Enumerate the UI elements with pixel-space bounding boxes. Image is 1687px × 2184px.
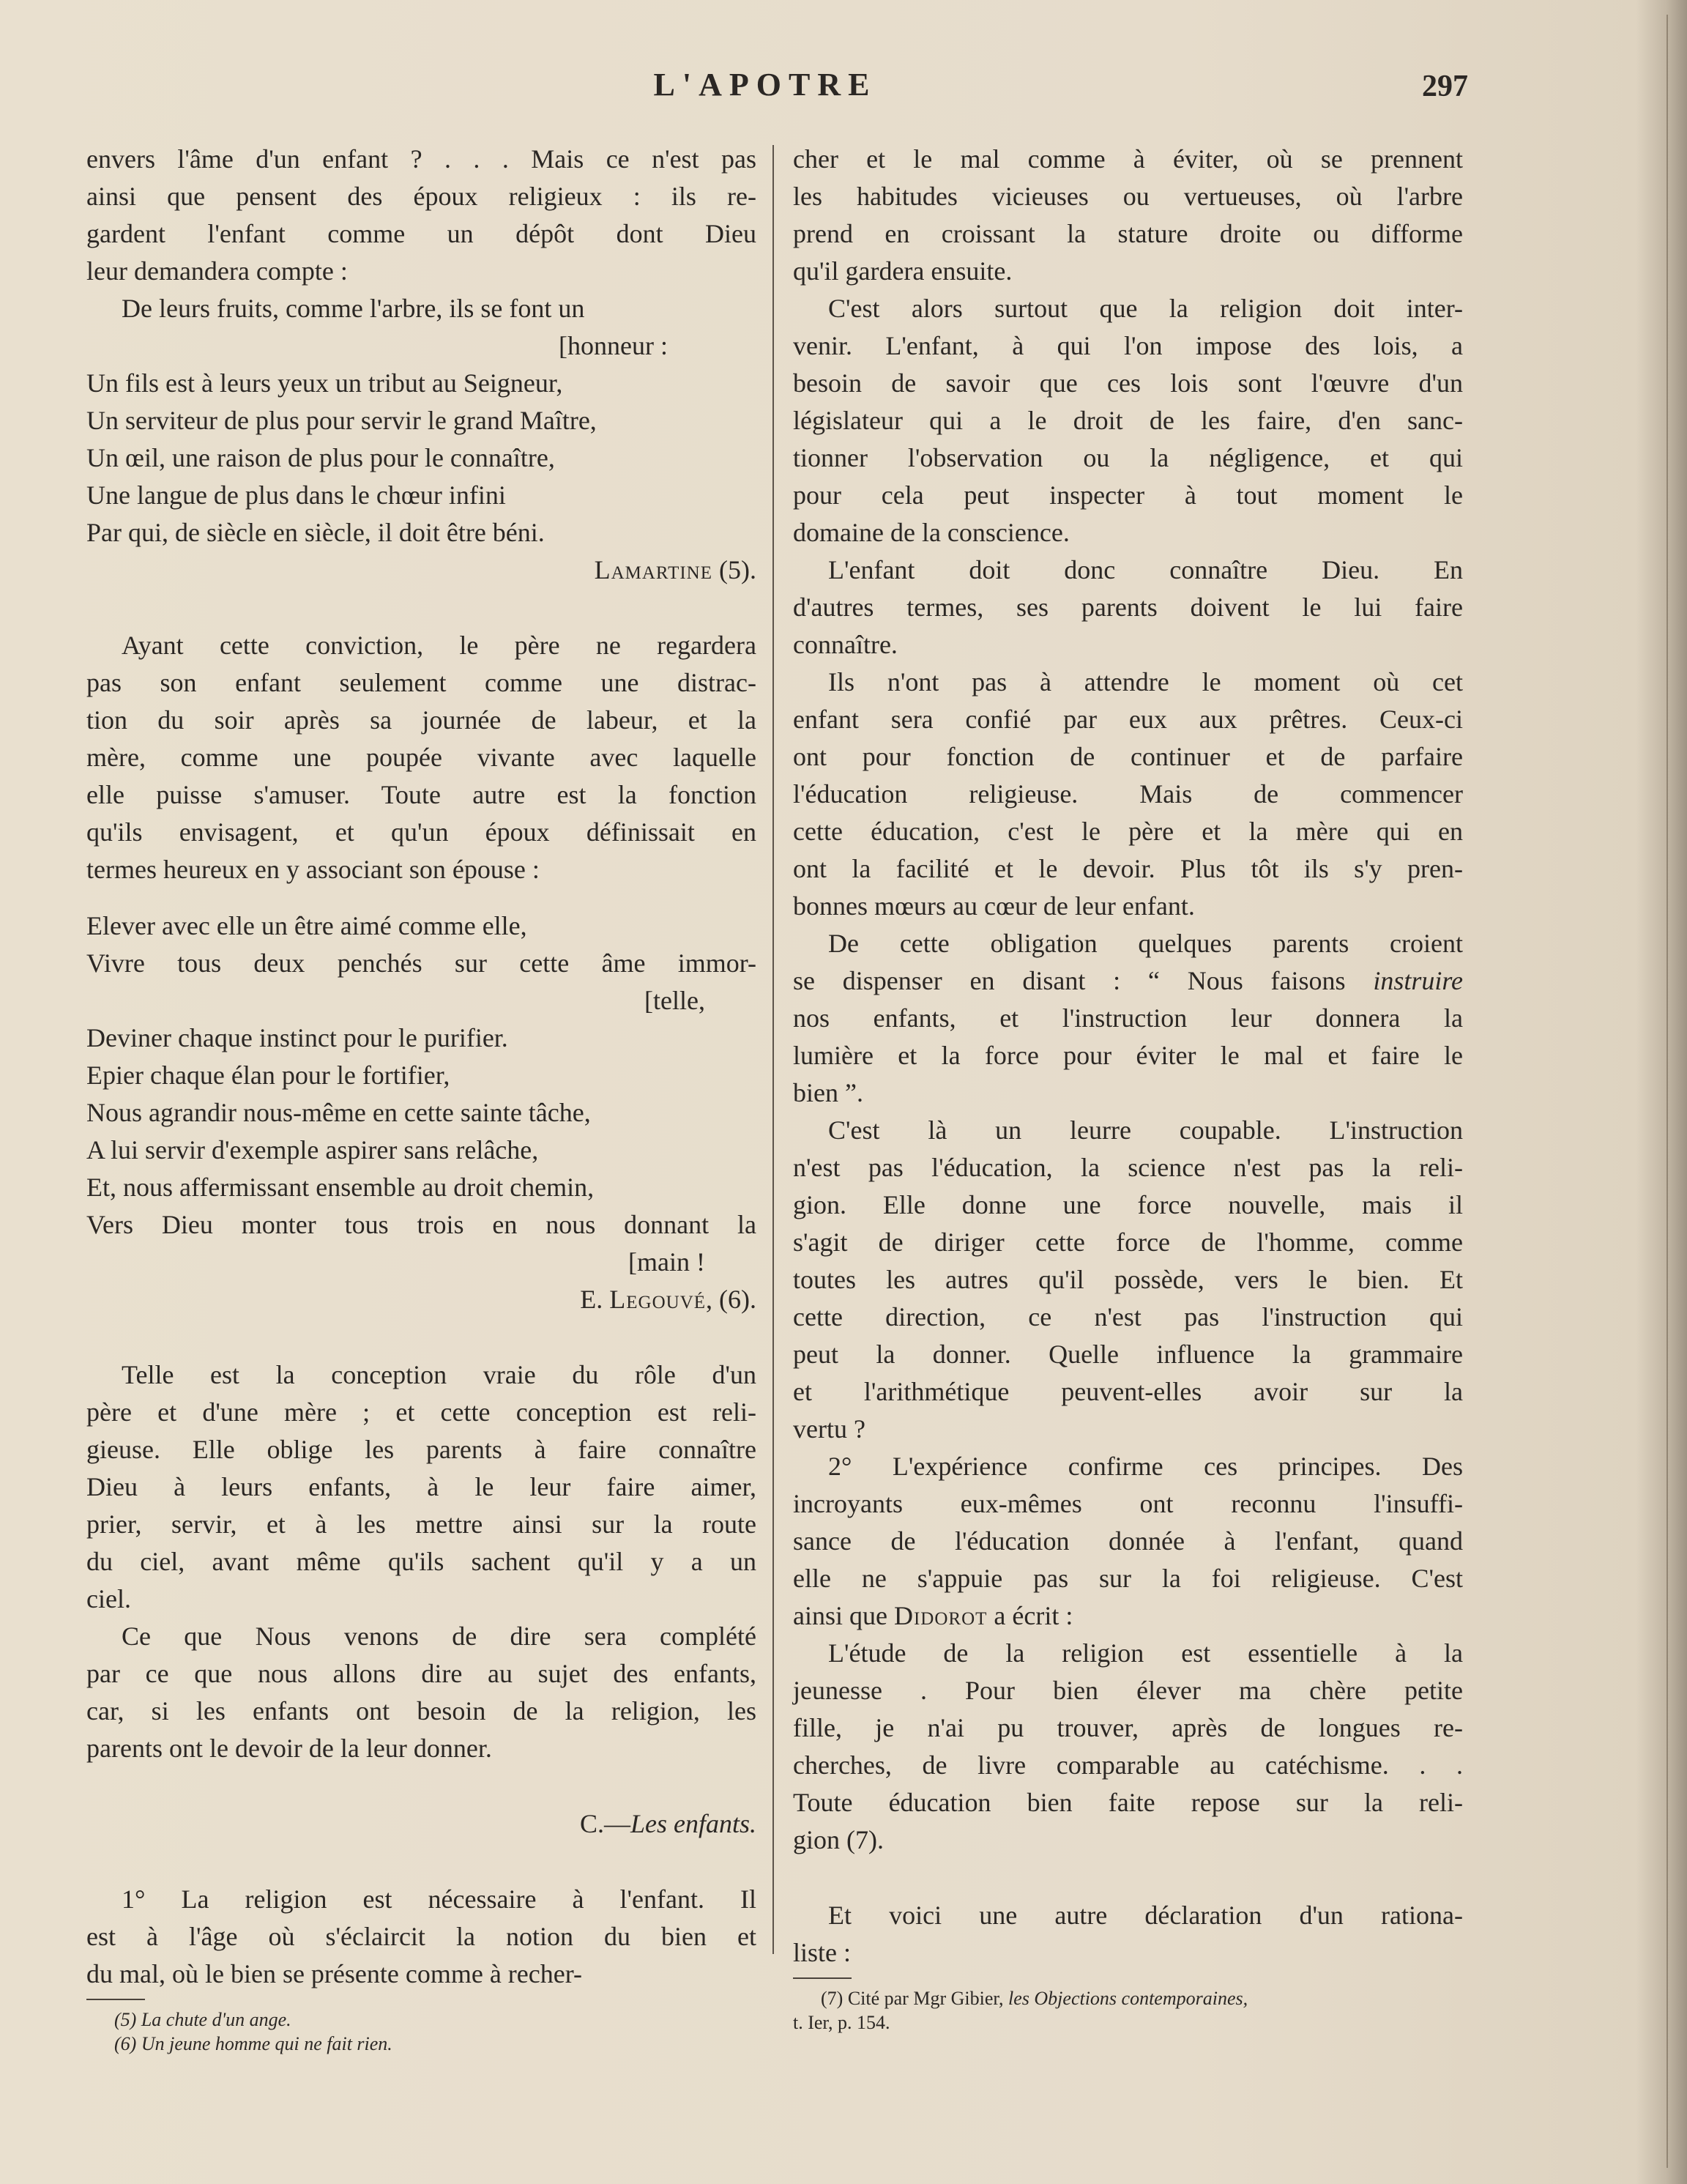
footnote: (7) Cité par Mgr Gibier, les Objections contemporaines,	[821, 1988, 1248, 2009]
verse-line: Par qui, de siècle en siècle, il doit être béni.	[86, 518, 545, 547]
text-line: fille, je n'ai pu trouver, après de longues re-	[793, 1713, 1463, 1742]
text-line: C'est alors surtout que la religion doit inter-	[828, 294, 1463, 323]
text-line: bien ”.	[793, 1078, 863, 1107]
verse-line: Et, nous affermissant ensemble au droit chemin,	[86, 1173, 595, 1202]
running-title: L'APOTRE	[653, 67, 877, 103]
verse-line: Nous agrandir nous-même en cette sainte tâche,	[86, 1098, 591, 1127]
text-line: se dispenser en disant : “ Nous faisons instruire	[793, 966, 1463, 995]
text-line: cher et le mal comme à éviter, où se prennent	[793, 144, 1463, 174]
text-line: bonnes mœurs au cœur de leur enfant.	[793, 891, 1195, 921]
page-number: 297	[1422, 70, 1468, 103]
text-line: venir. L'enfant, à qui l'on impose des lois, a	[793, 331, 1463, 360]
footnote-rule	[86, 1999, 145, 2000]
verse-line: Deviner chaque instinct pour le purifier.	[86, 1023, 508, 1052]
text-line: ainsi que pensent des époux religieux : ils re-	[86, 182, 756, 211]
text-line: prier, servir, et à les mettre ainsi sur la route	[86, 1509, 756, 1539]
text-line: d'autres termes, ses parents doivent le lui faire	[793, 593, 1463, 622]
text-line: cette éducation, c'est le père et la mère qui en	[793, 817, 1463, 846]
attribution: E. Legouvé, (6).	[580, 1285, 756, 1314]
text-line: lumière et la force pour éviter le mal et faire le	[793, 1041, 1463, 1070]
verse-line: Elever avec elle un être aimé comme elle,	[86, 911, 527, 940]
text-line: n'est pas l'éducation, la science n'est pas la reli-	[793, 1153, 1463, 1182]
text-line: ciel.	[86, 1584, 131, 1613]
text-line: est à l'âge où s'éclaircit la notion du bien et	[86, 1922, 756, 1951]
text-line: 2° L'expérience confirme ces principes. Des	[828, 1452, 1463, 1481]
text-line: connaître.	[793, 630, 898, 659]
text-line: L'enfant doit donc connaître Dieu. En	[828, 555, 1463, 584]
text-line: L'étude de la religion est essentielle à la	[828, 1638, 1463, 1668]
text-line: père et d'une mère ; et cette conception est reli-	[86, 1397, 756, 1427]
text-line: l'éducation religieuse. Mais de commencer	[793, 779, 1463, 809]
page-edge-line	[1666, 15, 1668, 2168]
text-line: du mal, où le bien se présente comme à recher-	[86, 1959, 582, 1988]
text-line: jeunesse . Pour bien élever ma chère petite	[793, 1676, 1463, 1705]
text-line: vertu ?	[793, 1414, 865, 1444]
right-column	[793, 141, 1463, 2035]
text-line: Ils n'ont pas à attendre le moment où cet	[828, 667, 1463, 697]
text-line: envers l'âme d'un enfant ? . . . Mais ce n'est pas	[86, 144, 756, 174]
text-line: mère, comme une poupée vivante avec laquelle	[86, 743, 756, 772]
text-line: gion (7).	[793, 1825, 884, 1854]
verse-line: De leurs fruits, comme l'arbre, ils se font un	[122, 294, 585, 323]
text-line: toutes les autres qu'il possède, vers le bien. Et	[793, 1265, 1463, 1294]
text-line: cette direction, ce n'est pas l'instruction qui	[793, 1302, 1463, 1331]
text-line: s'agit de diriger cette force de l'homme, comme	[793, 1227, 1463, 1257]
text-line: par ce que nous allons dire au sujet des enfants,	[86, 1659, 756, 1688]
text-line: prend en croissant la stature droite ou difforme	[793, 219, 1463, 248]
text-line: les habitudes vicieuses ou vertueuses, où l'arbre	[793, 182, 1463, 211]
text-line: Et voici une autre déclaration d'un rationa-	[828, 1901, 1463, 1930]
section-heading: C.—Les enfants.	[579, 1809, 756, 1838]
text-line: et l'arithmétique peuvent-elles avoir sur la	[793, 1377, 1463, 1406]
text-line: De cette obligation quelques parents croient	[828, 929, 1463, 958]
text-line: C'est là un leurre coupable. L'instruction	[828, 1115, 1463, 1145]
text-line: ont la facilité et le devoir. Plus tôt ils s'y pren-	[793, 854, 1463, 883]
text-line: peut la donner. Quelle influence la grammaire	[793, 1340, 1463, 1369]
left-column	[86, 141, 756, 2056]
text-line: cherches, de livre comparable au catéchisme. . .	[793, 1750, 1463, 1780]
text-line: Dieu à leurs enfants, à le leur faire aimer,	[86, 1472, 756, 1501]
footnote: t. Ier, p. 154.	[793, 2012, 890, 2033]
column-divider	[772, 145, 774, 1954]
text-line: elle ne s'appuie pas sur la foi religieuse. C'est	[793, 1564, 1463, 1593]
text-line: enfant sera confié par eux aux prêtres. Ceux-ci	[793, 705, 1463, 734]
text-line: nos enfants, et l'instruction leur donnera la	[793, 1003, 1463, 1033]
text-line: incroyants eux-mêmes ont reconnu l'insuffi-	[793, 1489, 1463, 1518]
text-line: qu'il gardera ensuite.	[793, 256, 1013, 286]
text-line: pour cela peut inspecter à tout moment le	[793, 480, 1463, 510]
text-line: termes heureux en y associant son épouse :	[86, 855, 540, 884]
verse-line: [telle,	[644, 986, 705, 1015]
text-line: domaine de la conscience.	[793, 518, 1070, 547]
text-line: pas son enfant seulement comme une distrac-	[86, 668, 756, 697]
footnote: (5) La chute d'un ange.	[114, 2009, 291, 2030]
text-line: gion. Elle donne une force nouvelle, mais il	[793, 1190, 1463, 1219]
verse-line: Une langue de plus dans le chœur infini	[86, 480, 506, 510]
text-line: besoin de savoir que ces lois sont l'œuvre d'un	[793, 368, 1463, 398]
text-line: ainsi que Didorot a écrit :	[793, 1601, 1073, 1630]
verse-line: Un œil, une raison de plus pour le connaître,	[86, 443, 555, 472]
verse-line: A lui servir d'exemple aspirer sans relâche,	[86, 1135, 539, 1165]
verse-line: [honneur :	[559, 331, 668, 360]
verse-line: Un serviteur de plus pour servir le grand Maître,	[86, 406, 597, 435]
text-line: du ciel, avant même qu'ils sachent qu'il y a un	[86, 1547, 756, 1576]
text-line: liste :	[793, 1938, 851, 1967]
text-line: 1° La religion est nécessaire à l'enfant. Il	[122, 1884, 756, 1914]
text-line: parents ont le devoir de la leur donner.	[86, 1734, 492, 1763]
text-line: gardent l'enfant comme un dépôt dont Dieu	[86, 219, 756, 248]
text-line: gieuse. Elle oblige les parents à faire connaître	[86, 1435, 756, 1464]
footnote-rule	[793, 1977, 852, 1979]
verse-line: Vers Dieu monter tous trois en nous donnant la	[86, 1210, 756, 1239]
text-line: Ce que Nous venons de dire sera complété	[122, 1622, 756, 1651]
text-line: qu'ils envisagent, et qu'un époux définissait en	[86, 817, 756, 847]
text-line: Toute éducation bien faite repose sur la reli-	[793, 1788, 1463, 1817]
text-line: Telle est la conception vraie du rôle d'un	[122, 1360, 756, 1389]
text-line: tionner l'observation ou la négligence, et qui	[793, 443, 1463, 472]
text-line: elle puisse s'amuser. Toute autre est la fonction	[86, 780, 756, 809]
attribution: Lamartine (5).	[594, 555, 756, 584]
page-edge-shadow	[1636, 0, 1687, 2184]
verse-line: Vivre tous deux penchés sur cette âme immor-	[86, 948, 756, 978]
text-line: législateur qui a le droit de les faire, d'en sanc-	[793, 406, 1463, 435]
footnote: (6) Un jeune homme qui ne fait rien.	[114, 2033, 392, 2054]
page-header	[0, 66, 1687, 117]
verse-line: Epier chaque élan pour le fortifier,	[86, 1061, 450, 1090]
text-line: sance de l'éducation donnée à l'enfant, quand	[793, 1526, 1463, 1556]
text-line: Ayant cette conviction, le père ne regardera	[122, 631, 756, 660]
text-line: car, si les enfants ont besoin de la religion, les	[86, 1696, 756, 1726]
verse-line: Un fils est à leurs yeux un tribut au Seigneur,	[86, 368, 563, 398]
verse-line: [main !	[628, 1247, 705, 1277]
text-line: leur demandera compte :	[86, 256, 348, 286]
text-line: tion du soir après sa journée de labeur, et la	[86, 705, 756, 735]
text-line: ont pour fonction de continuer et de parfaire	[793, 742, 1463, 771]
